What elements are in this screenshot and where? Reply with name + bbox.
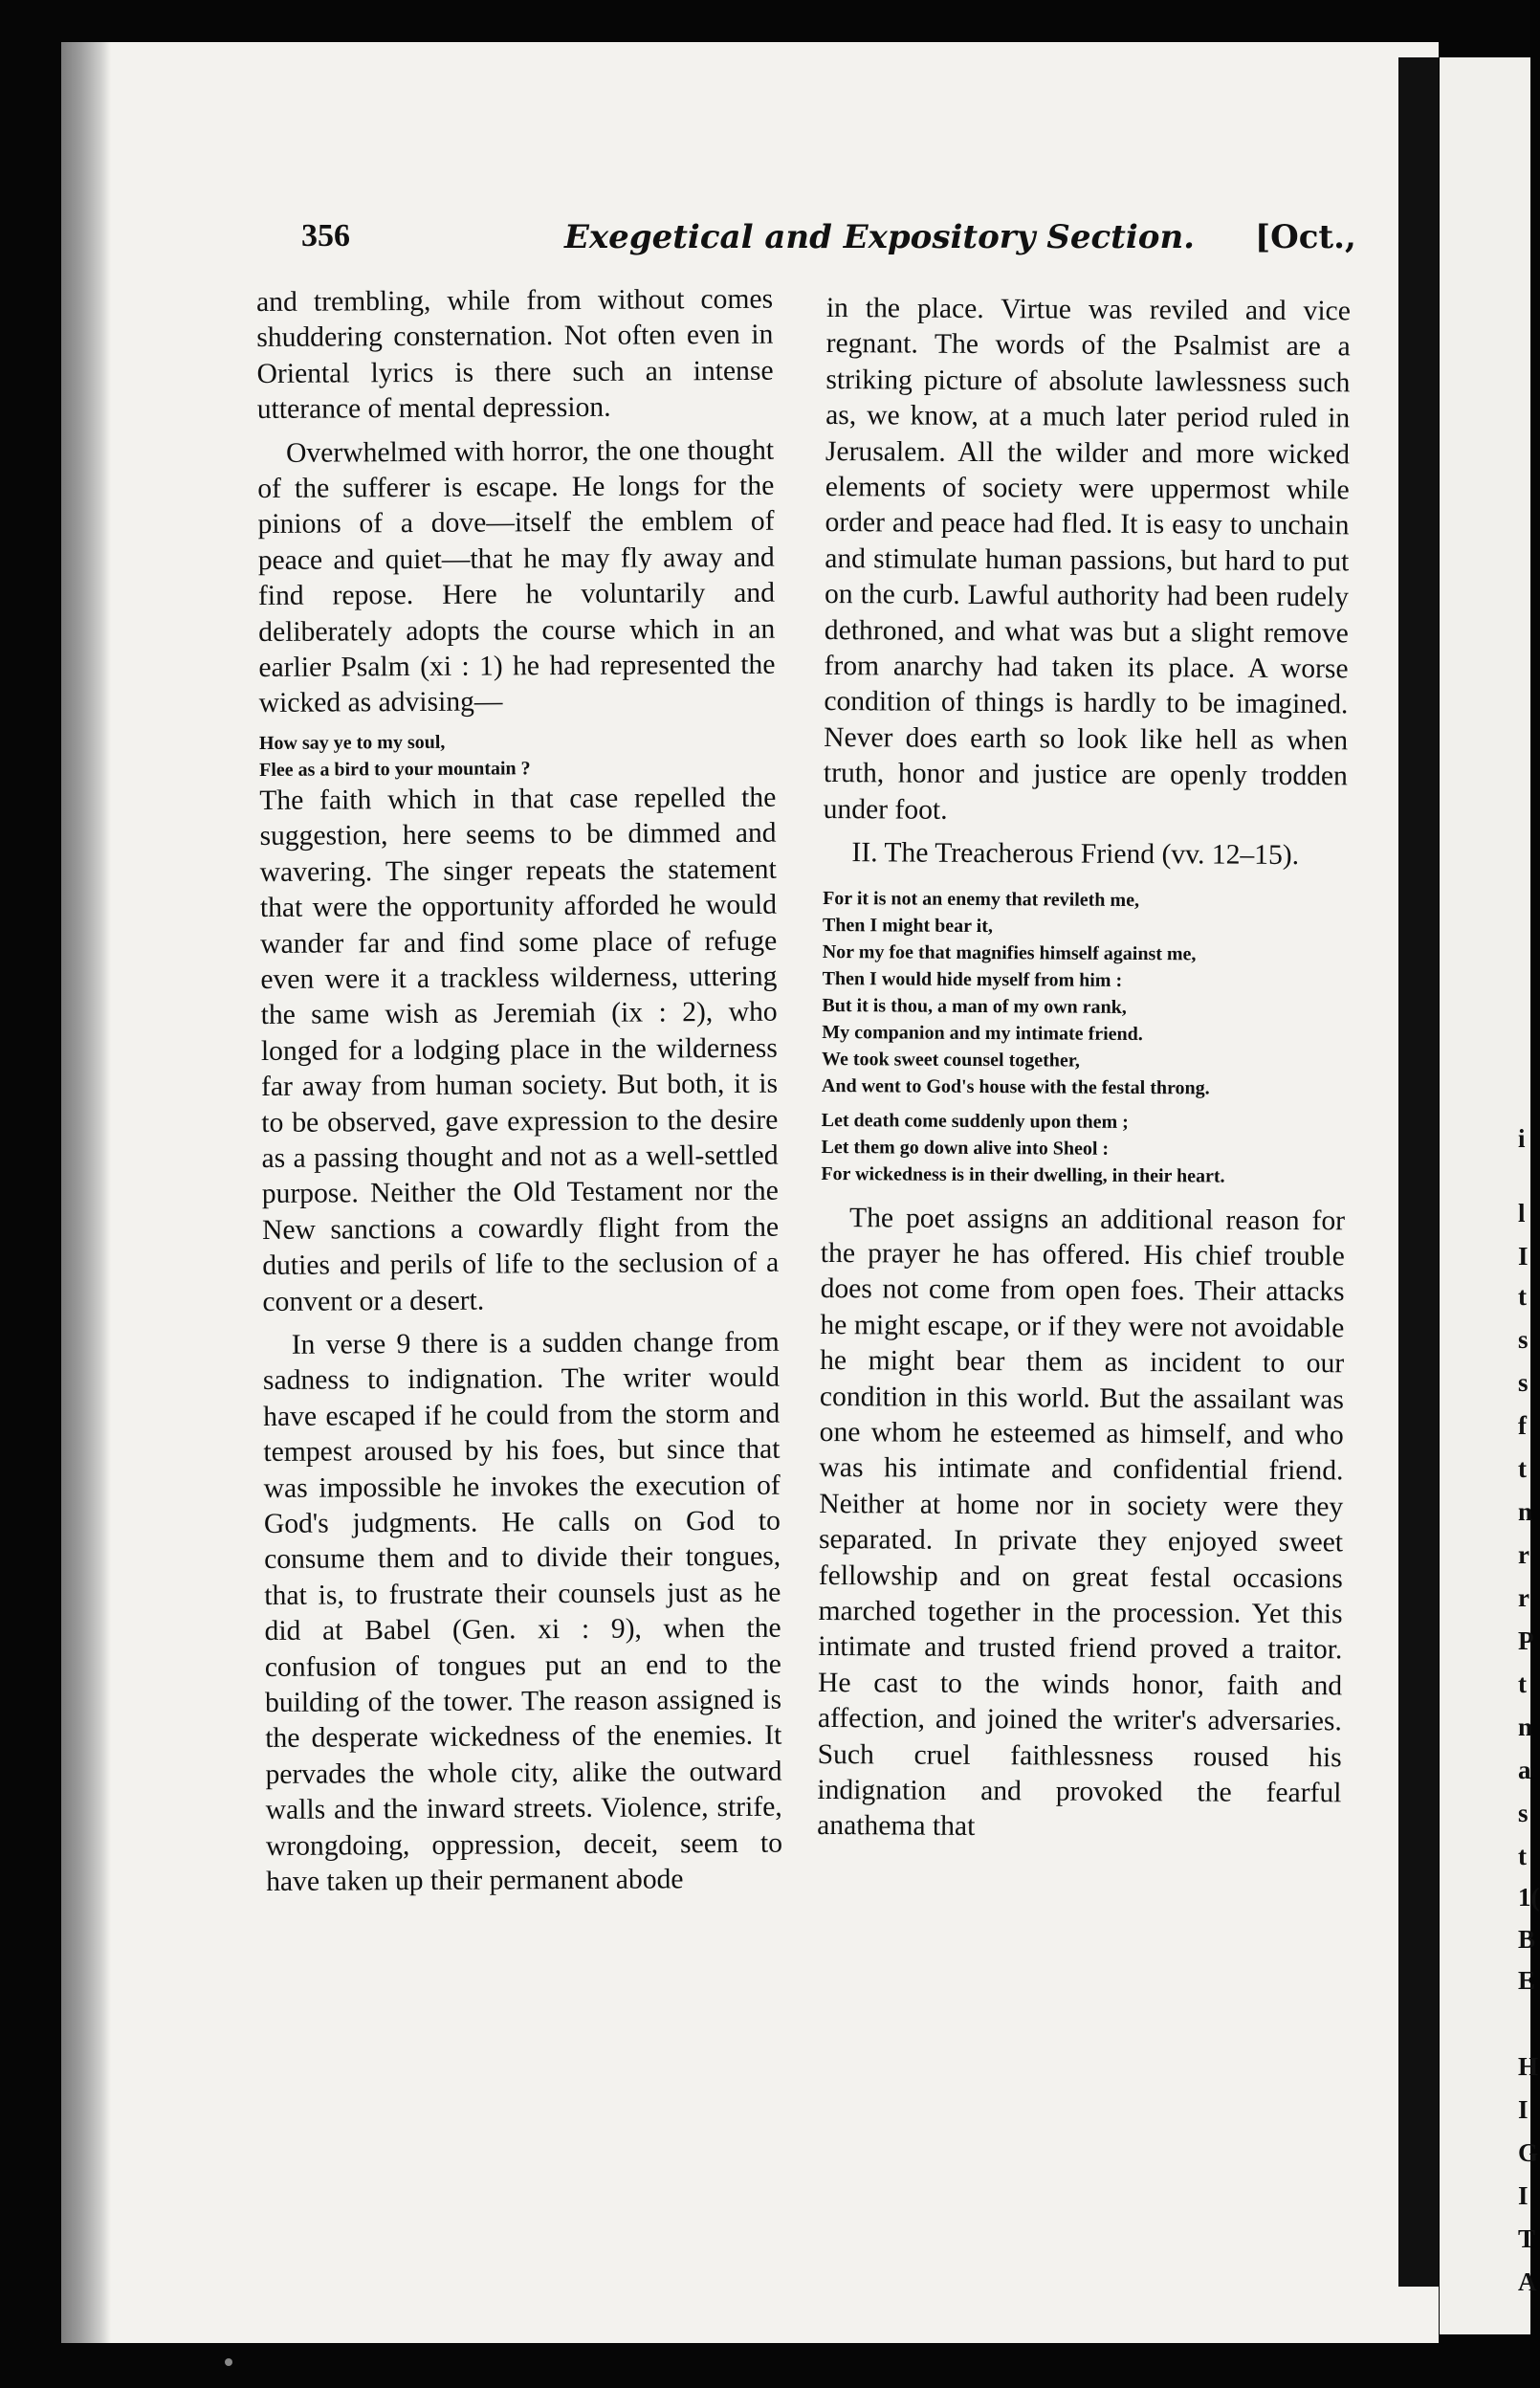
- edge-letter: n: [1518, 1713, 1533, 1741]
- edge-letter: f: [1518, 1411, 1527, 1440]
- edge-letter: I: [1518, 1242, 1529, 1271]
- edge-letter: t: [1518, 1282, 1527, 1311]
- poem-line: For it is not an enemy that revileth me,: [823, 887, 1140, 911]
- running-date: [Oct.,: [1255, 218, 1356, 256]
- paragraph: The faith which in that case repelled the suggestion, here seems to be dimmed and wavering. The singer repeats the statement that were the opportunity afforded he would wander far and find some place of refuge even were it a trackless wilderness, uttering the same wish as Jeremiah (ix : 2), who longed for a lodging place in the wilderness far away from human society. But both, it is to be observed, gave expression to the desire as a passing thought and not as a well-settled purpose. Neither the Old Testament nor the New sanctions a cowardly flight from the duties and perils of life to the seclusion of a convent or a desert.: [259, 782, 780, 1317]
- poem-line: For wickedness is in their dwelling, in their heart.: [821, 1162, 1225, 1187]
- next-page-edge: [1440, 57, 1540, 2334]
- paragraph: In verse 9 there is a sudden change from sadness to indignation. The writer would have escaped if he could from the storm and tempest aroused by his foes, but since that was impossible he invokes the execution of God's judgments. He calls on God to consume them and to divide their tongues, that is, to frustrate their counsels just as he did at Babel (Gen. xi : 9), when the confusion of tongues put an end to the building of the tower. The reason assigned is the desperate wickedness of the enemies. It pervades the whole city, alike the outward walls and the inward streets. Violence, strife, wrongdoing, oppression, deceit, seem to have taken up their permanent abode: [262, 1326, 783, 1898]
- edge-letter: s: [1518, 1325, 1529, 1354]
- poem-line: And went to God's house with the festal throng.: [821, 1074, 1210, 1098]
- poem-line: We took sweet counsel together,: [822, 1048, 1080, 1072]
- section-heading: II. The Treacherous Friend (vv. 12–15).: [851, 837, 1300, 872]
- edge-letter: t: [1518, 1669, 1527, 1698]
- edge-letter: s: [1518, 1799, 1529, 1827]
- left-column: [256, 282, 782, 1901]
- edge-letter: E: [1518, 1966, 1536, 1995]
- paragraph: The poet assigns an additional reason for the prayer he has offered. His chief trouble does not come from open foes. Their attacks he might escape, or if they were not avoidable he might bear them as incident to our condition in this world. But the assailant was one whom he esteemed as himself, and who was his intimate and confidential friend. Neither at home nor in society were they separated. In private they enjoyed sweet fellowship and on great festal occasions marched together in the procession. Yet this intimate and trusted friend proved a traitor. He cast to the winds honor, faith and affection, and joined the writer's adversaries. Such cruel faithlessness roused his indignation and provoked the fearful anathema that: [817, 1202, 1346, 1843]
- edge-letter: n: [1518, 1497, 1533, 1526]
- verse-line: Flee as a bird to your mountain ?: [259, 758, 531, 781]
- edge-letter: A: [1518, 2267, 1537, 2296]
- paragraph: Overwhelmed with horror, the one thought of the sufferer is escape. He longs for the pinions of a dove—itself the emblem of peace and quiet—that he may fly away and find repose. Here he voluntarily and deliberately adopts the course which in an earlier Psalm (xi : 1) he had represented the wicked as advising—: [257, 434, 776, 719]
- poem-line: Nor my foe that magnifies himself against me,: [822, 940, 1197, 964]
- running-title: Exegetical and Expository Section.: [564, 218, 1196, 256]
- poem-line: Let death come suddenly upon them ;: [821, 1109, 1129, 1133]
- edge-letter: B: [1518, 1925, 1536, 1954]
- poem-line: Let them go down alive into Sheol :: [821, 1136, 1110, 1160]
- paragraph: in the place. Virtue was reviled and vice regnant. The words of the Psalmist are a striking picture of absolute lawlessness such as, we know, at a much later period ruled in Jerusalem. All the wilder and more wicked elements of society were uppermost while order and peace had fled. It is easy to unchain and stimulate human passions, but hard to put on the curb. Lawful authority had been rudely dethroned, and what was but a slight remove from anarchy had taken its place. A worse condition of things is hardly to be imagined. Never does earth so look like hell as when truth, honor and justice are openly trodden under foot.: [823, 292, 1351, 826]
- page-number: 356: [301, 218, 350, 254]
- edge-letter: l: [1518, 1199, 1526, 1227]
- edge-letter: a: [1518, 1756, 1531, 1784]
- edge-letter: G: [1518, 2138, 1539, 2167]
- edge-letter: I: [1518, 2095, 1529, 2124]
- poem-line: But it is thou, a man of my own rank,: [822, 994, 1127, 1018]
- right-column: [817, 291, 1351, 1847]
- edge-letter: H: [1518, 2052, 1539, 2081]
- poem-line: My companion and my intimate friend.: [822, 1021, 1143, 1045]
- verse-line: How say ye to my soul,: [258, 731, 446, 754]
- edge-letter: s: [1518, 1368, 1529, 1397]
- scan-speck: [225, 2358, 232, 2366]
- edge-letter: i: [1518, 1124, 1526, 1153]
- edge-letter: P: [1518, 1626, 1534, 1655]
- edge-letter: I: [1518, 2181, 1529, 2210]
- edge-letter: T: [1518, 2224, 1536, 2253]
- edge-letter: 1(: [1518, 1883, 1540, 1912]
- poem: [821, 884, 1347, 1189]
- poem-line: Then I might bear it,: [822, 914, 994, 937]
- page-gutter: [1398, 57, 1439, 2287]
- paragraph: and trembling, while from without comes shuddering consternation. Not often even in Oriental lyrics is there such an intense utterance of mental depression.: [256, 283, 774, 426]
- edge-letter: r: [1518, 1540, 1529, 1569]
- poem-line: Then I would hide myself from him :: [822, 967, 1123, 991]
- edge-letter: t: [1518, 1454, 1527, 1483]
- edge-letter: r: [1518, 1583, 1529, 1612]
- binding-shadow: [61, 42, 111, 2343]
- edge-letter: t: [1518, 1842, 1527, 1870]
